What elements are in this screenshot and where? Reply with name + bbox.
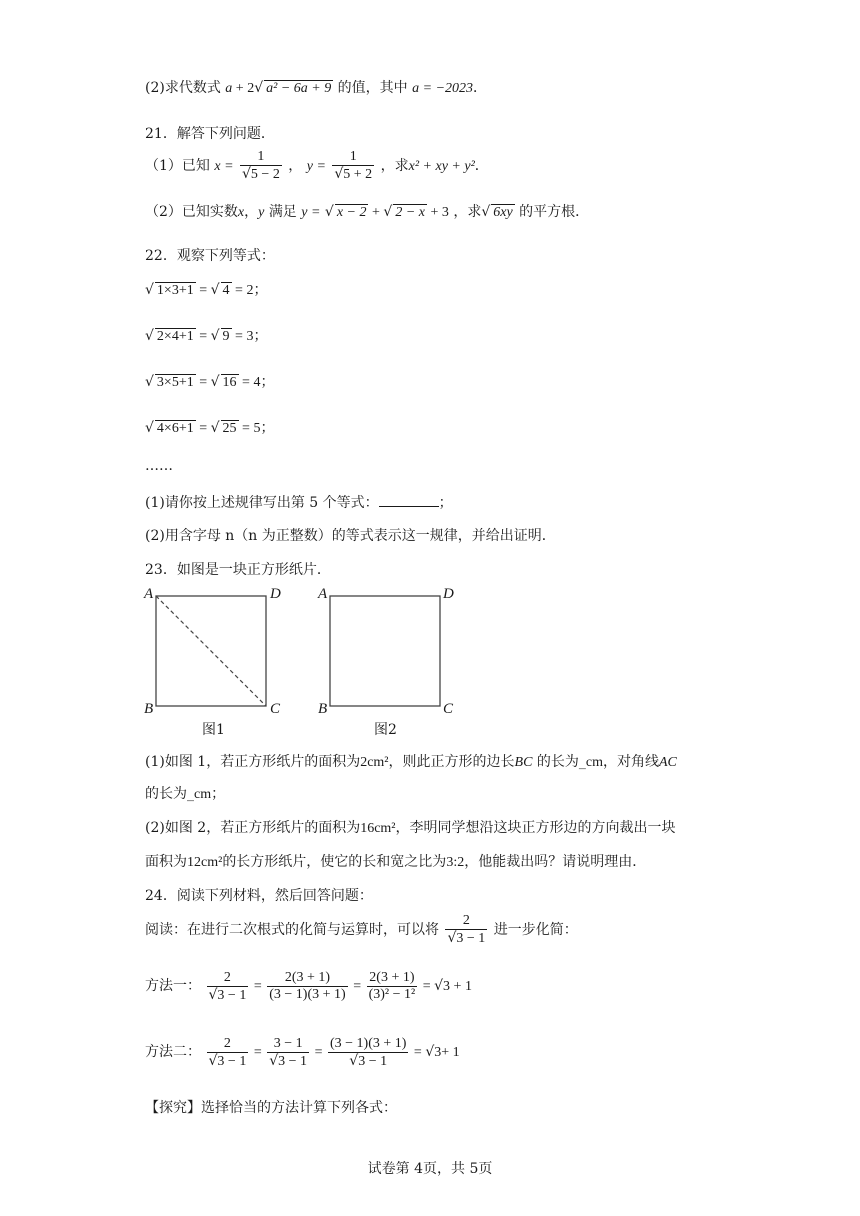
q23-p2-c: 面积为 <box>145 854 187 870</box>
q22-p1-end: ； <box>438 495 453 511</box>
q21-p2-ask: ，求 <box>453 204 482 220</box>
q23-p2-d: 的长方形纸片，使它的长和宽之比为 <box>222 854 447 870</box>
figure-1 <box>143 586 281 738</box>
q22-part1 <box>145 492 453 513</box>
q21-p2-plus3: + 3 <box>426 205 449 220</box>
m1-result: 3 + 1 <box>443 979 472 994</box>
q21-p1-ask: ，求 <box>380 158 409 174</box>
q22-eq-3: √ 3×5+1 = √ 16 = 4； <box>145 374 275 390</box>
q20-end: ． <box>473 80 488 96</box>
q21-p2-y: y <box>258 205 265 220</box>
q24-method2: 方法二： $\frac{2}{√3 - 1}$ = $\frac{3 - 1}{√3 - 1}$ = $\frac{(3 - 1)(3 + 1)}{√3 - 1}$ = √3+ 1 <box>145 1035 460 1069</box>
eq-end: ； <box>253 329 268 344</box>
m1-frac1 <box>207 970 249 1004</box>
den-text: 3 − 1 <box>456 931 486 946</box>
q21-p2-x: x <box>237 205 245 220</box>
q23-p2-ratio: 3:2 <box>446 855 465 870</box>
frac-num: (3 − 1)(3 + 1) <box>329 1035 407 1051</box>
frac-num: 2 <box>462 913 470 928</box>
m2-frac3 <box>328 1036 408 1070</box>
q24-frac <box>445 913 487 947</box>
fig2-square <box>330 596 440 706</box>
frac-den: √3 − 1 <box>269 1052 308 1069</box>
eq-end: ； <box>260 421 275 436</box>
eq-result: = 5 <box>238 421 261 436</box>
q21-frac-x <box>240 149 282 183</box>
q24-title: 24．阅读下列材料，然后回答问题： <box>145 888 373 904</box>
frac-den: √3 − 1 <box>208 986 247 1003</box>
eq-radicand: 2×4+1 <box>156 329 194 344</box>
m1-frac3 <box>367 970 418 1003</box>
q24-read-a: 阅读：在进行二次根式的化简与运算时，可以将 <box>145 922 439 938</box>
sqrt-icon: √ <box>324 204 334 220</box>
q23-figures <box>140 582 460 742</box>
q24-reading <box>145 912 578 952</box>
answer-blank[interactable] <box>379 492 439 507</box>
page-footer: 试卷第 4页，共 5页 <box>367 1161 493 1177</box>
q23-p2-c-area: 12cm² <box>187 855 223 870</box>
q21-part1 <box>145 148 489 188</box>
q24-method1: 方法一： $\frac{2}{√3 - 1}$ = $\frac{2(3 + 1)}{(3 - 1)(3 + 1)}$ = $\frac{2(3 + 1)}{\text{(3)² − 1²}}$ = √3 + 1 <box>145 969 472 1003</box>
q20-plus2: + 2 <box>232 81 255 96</box>
q24-m2-label: 方法二： <box>145 1044 201 1060</box>
q23-p2-a: (2)如图 2，若正方形纸片的面积为 <box>145 820 361 836</box>
q21-comma: ， <box>288 158 303 174</box>
q22-part2: (2)用含字母 n（n 为正整数）的等式表示这一规律，并给出证明． <box>145 528 556 544</box>
den-text: 3 − 1 <box>217 987 247 1003</box>
q23-p1-unit: cm <box>585 755 603 770</box>
q23-part2-line2 <box>145 852 646 873</box>
q21-p1-prefix: （1）已知 <box>145 158 210 174</box>
frac-den: √5 + 2 <box>334 166 373 182</box>
frac-den: (3)² − 1² <box>368 987 416 1003</box>
frac-den: √5 − 2 <box>242 166 280 182</box>
q20-mid: 的值，其中 <box>337 80 413 96</box>
frac-num: 2 <box>223 1035 231 1051</box>
m1-frac2 <box>267 970 347 1003</box>
q20-radicand: a² − 6a + 9 <box>266 81 332 96</box>
eq-result: = 4 <box>238 375 261 390</box>
frac-den: √3 − 1 <box>447 930 486 946</box>
fig2-label-d: D <box>443 586 454 602</box>
q22-eq-4: √ 4×6+1 = √ 25 = 5； <box>145 420 275 436</box>
q21-p2-rad3: 6xy <box>493 205 513 220</box>
q23-part1-line1 <box>145 752 677 773</box>
q21-p2-rad1: x − 2 <box>336 205 367 220</box>
q21-p2-plus: + <box>368 205 384 220</box>
eq-radicand: 1×3+1 <box>156 283 194 298</box>
eq-radicand: 4×6+1 <box>156 421 194 436</box>
den-text: 3 − 1 <box>358 1053 388 1069</box>
eq-result: = 2 <box>231 283 254 298</box>
q24-read-b: 进一步化简： <box>493 922 578 938</box>
q21-p2-end: 的平方根． <box>519 204 590 220</box>
fig1-label-a: A <box>144 586 154 602</box>
q22-eq-2: √ 2×4+1 = √ 9 = 3； <box>145 328 268 344</box>
eq-radicand2: 25 <box>222 421 237 436</box>
frac-num: 3 − 1 <box>273 1035 303 1051</box>
fig1-label-c: C <box>270 701 281 717</box>
frac-num: 2(3 + 1) <box>369 970 415 986</box>
eq-mid: = <box>195 375 211 390</box>
q24-m1-label: 方法一： <box>145 978 201 994</box>
fig2-label-a: A <box>318 586 328 602</box>
sqrt-icon: √ <box>383 204 393 220</box>
q23-p1-unit2: cm <box>194 787 212 802</box>
q20-prefix: (2)求代数式 <box>145 80 221 96</box>
frac-num: 1 <box>349 149 357 164</box>
frac-num: 2(3 + 1) <box>284 970 331 986</box>
q23-p1-d: ，对角线 <box>602 754 659 770</box>
frac-den: (3 − 1)(3 + 1) <box>269 987 346 1003</box>
sqrt-icon: √ <box>481 204 491 220</box>
den-text: 5 − 2 <box>250 167 280 182</box>
q23-title: 23．如图是一块正方形纸片． <box>145 562 331 578</box>
fig1-diagonal <box>156 596 266 706</box>
eq-mid: = <box>195 329 211 344</box>
frac-den: √3 − 1 <box>328 1052 408 1070</box>
q21-p2-eq: y = <box>301 205 321 220</box>
fig1-label-d: D <box>270 586 281 602</box>
q23-part1-line2 <box>145 784 225 805</box>
q23-p1-a: (1)如图 1，若正方形纸片的面积为 <box>145 754 361 770</box>
m2-frac1 <box>207 1036 249 1070</box>
q21-x-eq: x = <box>214 159 234 174</box>
q23-p2-area: 16cm² <box>360 821 396 836</box>
eq-radicand: 3×5+1 <box>156 375 194 390</box>
q22-title: 22．观察下列等式： <box>145 248 275 264</box>
q21-part2 <box>145 202 589 223</box>
frac-num: 1 <box>257 149 265 164</box>
q23-p1-f: ； <box>211 786 226 802</box>
eq-radicand2: 4 <box>222 283 230 298</box>
q21-p1-expr: x² + xy + y² <box>408 159 475 174</box>
m2-result: 3+ 1 <box>434 1045 460 1060</box>
frac-num: 2 <box>223 969 231 985</box>
q22-ellipsis: …… <box>145 458 173 474</box>
q21-p1-end: ． <box>474 158 489 174</box>
q23-p1-area: 2cm² <box>360 755 389 770</box>
fig1-caption: 图1 <box>202 722 225 738</box>
q23-p2-b: ，李明同学想沿这块正方形边的方向裁出一块 <box>395 820 676 836</box>
q20-part2 <box>145 78 487 99</box>
q20-var-a: a <box>225 81 233 96</box>
fig2-caption: 图2 <box>374 722 397 738</box>
eq-radicand2: 9 <box>222 329 230 344</box>
sqrt-icon: √ <box>254 80 264 96</box>
fig1-label-b: B <box>144 701 154 717</box>
q21-p2-prefix: （2）已知实数 <box>145 204 238 220</box>
fig2-label-b: B <box>318 701 328 717</box>
frac-den: √3 − 1 <box>208 1052 247 1069</box>
q23-p1-bc: BC <box>514 755 533 770</box>
m2-frac2 <box>267 1036 309 1070</box>
eq-mid: = <box>195 283 211 298</box>
den-text: 3 − 1 <box>217 1053 247 1069</box>
q21-p2-comma: ， <box>244 204 259 220</box>
q23-p1-b: ，则此正方形的边长 <box>388 754 515 770</box>
eq-result: = 3 <box>231 329 254 344</box>
den-text: 3 − 1 <box>278 1053 308 1069</box>
q23-p1-c: 的长为_ <box>532 754 586 770</box>
q23-part2-line1 <box>145 818 676 839</box>
eq-mid: = <box>195 421 211 436</box>
q21-p2-rad2: 2 − x <box>395 205 425 220</box>
q23-p1-ac: AC <box>658 755 677 770</box>
eq-radicand2: 16 <box>222 375 237 390</box>
q20-value: a = −2023 <box>412 81 474 96</box>
q22-p1-text: (1)请你按上述规律写出第 5 个等式： <box>145 495 379 511</box>
q21-p2-mid: 满足 <box>268 204 297 220</box>
q21-frac-y <box>332 149 374 183</box>
den-text: 5 + 2 <box>343 167 373 182</box>
q23-p1-e: 的长为_ <box>145 786 194 802</box>
q22-eq-1: √ 1×3+1 = √ 4 = 2； <box>145 282 268 298</box>
eq-end: ； <box>260 375 275 390</box>
fig2-label-c: C <box>443 701 454 717</box>
q24-explore: 【探究】选择恰当的方法计算下列各式： <box>145 1100 397 1116</box>
q23-p2-e: ，他能裁出吗？请说明理由． <box>464 854 647 870</box>
eq-end: ； <box>253 283 268 298</box>
figure-2 <box>317 586 454 738</box>
q21-y-eq: y = <box>306 159 326 174</box>
q21-title: 21．解答下列问题． <box>145 126 275 142</box>
